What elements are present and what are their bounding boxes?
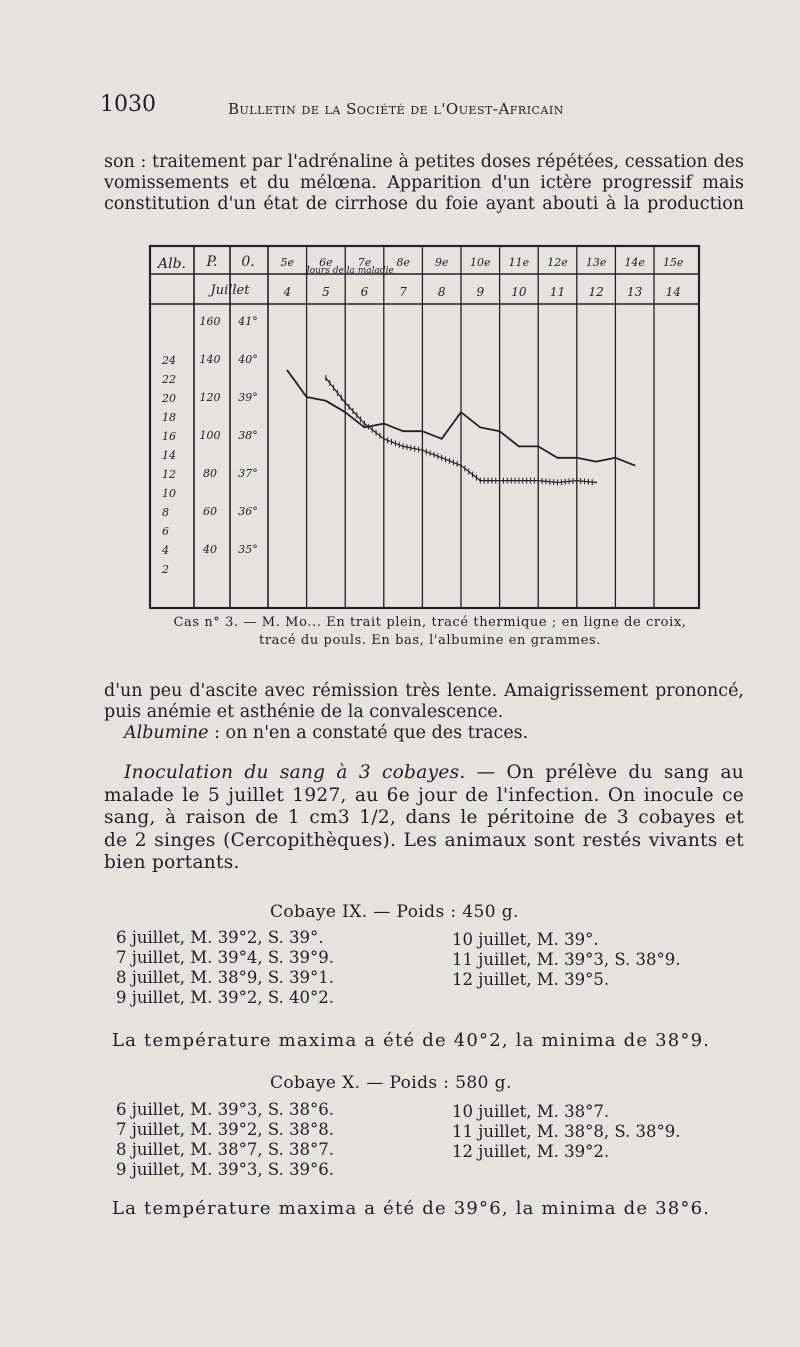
thermal-point [479,427,481,429]
page-header [100,92,740,132]
month-label: Juillet [210,283,250,298]
albumine-tick: 4 [162,544,169,557]
disease-day-label: 5e [280,256,295,269]
date-label: 6 [360,285,369,299]
cobaye-9-readings-right [452,930,681,990]
disease-day-label: 6e [319,256,333,269]
date-label: 4 [283,285,292,299]
albumine-tick: 20 [162,392,176,405]
disease-day-label: 11e [508,256,530,269]
albumine-tick: 14 [162,449,176,462]
pulse-point [402,446,404,448]
thermal-point [460,411,462,413]
reading-row: 12 juillet, M. 39°2. [452,1142,610,1161]
date-label: 8 [437,285,446,299]
pulse-point [518,480,520,482]
albumine-label: Albumine [124,723,209,743]
thermal-point [615,457,617,459]
reading-row: 9 juillet, M. 39°2, S. 40°2. [116,988,335,1007]
thermal-point [595,461,597,463]
cobaye-10-readings-right [452,1102,681,1162]
date-label: 13 [627,285,643,299]
course-line-1: d'un peu d'ascite avec rémission très lente. Amaigrissement prononcé, [104,681,744,701]
pulse-tick: 160 [199,315,221,328]
intro-line-3: constitution d'un état de cirrhose du foie ayant abouti à la production [104,194,744,214]
temperature-tick: 37° [238,467,258,480]
albumine-line [104,723,744,744]
caption-line-2: tracé du pouls. En bas, l'albumine en grammes. [259,633,601,648]
thermal-point [518,446,520,448]
header-cell: Alb. [158,256,186,272]
albumine-tick: 8 [162,506,169,519]
pulse-point [557,482,559,484]
course-line-2: puis anémie et asthénie de la convalescence. [104,702,504,722]
thermal-point [557,457,559,459]
reading-row: 9 juillet, M. 39°3, S. 39°6. [116,1160,335,1179]
pulse-point [441,457,443,459]
inoculation-line-4: de 2 singes (Cercopithèques). Les animaux sont restés vivants et [104,829,744,851]
cobaye-10-title: Cobaye X. — Poids : 580 g. [270,1073,512,1093]
date-label: 5 [322,285,330,299]
albumine-tick: 16 [162,430,176,443]
temperature-tick: 39° [238,391,258,404]
reading-row: 6 juillet, M. 39°3, S. 38°6. [116,1100,335,1119]
clinical-course-paragraph [104,681,744,744]
thermal-point [499,430,501,432]
reading-row: 10 juillet, M. 39°. [452,930,599,949]
temperature-pulse-chart [148,242,701,610]
pulse-point [383,438,385,440]
pulse-tick: 120 [199,391,221,404]
cobaye-9-summary: La température maxima a été de 40°2, la minima de 38°9. [112,1030,711,1051]
header-cell: P. [206,254,218,270]
pulse-point [422,449,424,451]
inoculation-paragraph [104,762,744,875]
inoculation-line-5: bien portants. [104,852,240,873]
disease-day-label: 8e [396,256,410,269]
disease-day-label: 7e [357,256,372,269]
intro-line-1: son : traitement par l'adrénaline à petites doses répétées, cessation des [104,152,744,172]
inoculation-line-3: sang, à raison de 1 cm3 1/2, dans le péritoine de 3 cobayes et [104,807,744,828]
albumine-text: : on n'en a constaté que des traces. [208,723,529,743]
reading-row: 10 juillet, M. 38°7. [452,1102,610,1121]
reading-row: 11 juillet, M. 39°3, S. 38°9. [452,950,681,969]
running-title: Bulletin de la Société de l'Ouest-Africain [228,100,564,118]
pulse-point [479,480,481,482]
temperature-tick: 35° [238,543,258,556]
chart-frame [150,246,699,608]
reading-row: 6 juillet, M. 39°2, S. 39°. [116,928,324,947]
intro-paragraph [104,152,744,215]
thermal-point [422,430,424,432]
thermal-point [286,370,288,372]
inoculation-line-1-rest: — On prélève du sang au [465,762,744,783]
date-label: 11 [549,285,566,299]
albumine-tick: 12 [162,468,176,481]
disease-day-label: 9e [434,256,449,269]
figure-caption [130,614,730,650]
inoculation-line-2: malade le 5 juillet 1927, au 6e jour de l'infection. On inocule ce [104,784,744,806]
inoculation-line-1 [104,762,744,785]
thermal-point [402,430,404,432]
days-annotation: Jours de la maladie [306,266,394,276]
temperature-tick: 38° [238,429,258,442]
thermal-point [325,400,327,402]
caption-line-1: Cas n° 3. — M. Mo... En trait plein, tracé thermique ; en ligne de croix, [173,615,687,630]
temperature-tick: 36° [238,505,258,518]
page-number: 1030 [100,92,156,117]
pulse-point [576,480,578,482]
thermal-point [364,427,366,429]
date-label: 9 [476,285,485,299]
pulse-tick: 100 [199,429,221,442]
reading-row: 8 juillet, M. 38°9, S. 39°1. [116,968,335,987]
cobaye-9-title: Cobaye IX. — Poids : 450 g. [270,902,519,922]
albumine-tick: 22 [162,373,176,386]
disease-day-label: 10e [470,256,491,269]
temperature-tick: 41° [238,315,258,328]
inoculation-title: Inoculation du sang à 3 cobayes. [124,762,466,783]
pulse-point [460,465,462,467]
pulse-tick: 60 [203,505,217,518]
disease-day-label: 15e [663,256,684,269]
date-label: 7 [399,285,407,299]
disease-day-label: 12e [547,256,568,269]
albumine-tick: 18 [162,411,176,424]
thermal-point [576,457,578,459]
albumine-tick: 10 [162,487,176,500]
header-cell: 0. [241,254,255,270]
thermal-point [344,411,346,413]
reading-row: 7 juillet, M. 39°2, S. 38°8. [116,1120,335,1139]
reading-row: 11 juillet, M. 38°8, S. 38°9. [452,1122,681,1141]
pulse-point [364,423,366,425]
date-label: 10 [511,285,527,299]
pulse-point [499,480,501,482]
reading-row: 7 juillet, M. 39°4, S. 39°9. [116,948,335,967]
pulse-tick: 140 [199,353,221,366]
pulse-tick: 80 [203,467,217,480]
albumine-tick: 2 [162,563,169,576]
date-label: 12 [588,285,604,299]
thermal-point [306,396,308,398]
albumine-tick: 24 [162,354,176,367]
thermal-point [441,438,443,440]
cobaye-10-summary: La température maxima a été de 39°6, la minima de 38°6. [112,1198,711,1219]
cobaye-10-readings-left [116,1100,334,1180]
pulse-point [537,480,539,482]
pulse-tick: 40 [203,543,217,556]
disease-day-label: 14e [624,256,645,269]
reading-row: 12 juillet, M. 39°5. [452,970,610,989]
reading-row: 8 juillet, M. 38°7, S. 38°7. [116,1140,335,1159]
disease-day-label: 13e [585,256,607,269]
temperature-tick: 40° [238,353,258,366]
thermal-point [383,423,385,425]
thermal-point [537,446,539,448]
albumine-tick: 6 [162,525,169,538]
cobaye-9-readings-left [116,928,334,1008]
pulse-point [344,402,346,404]
date-label: 14 [665,285,681,299]
pulse-point [325,377,327,379]
intro-line-2: vomissements et du mélœna. Apparition d'un ictère progressif mais [104,173,744,193]
thermal-point [634,465,636,467]
pulse-point [595,482,597,484]
